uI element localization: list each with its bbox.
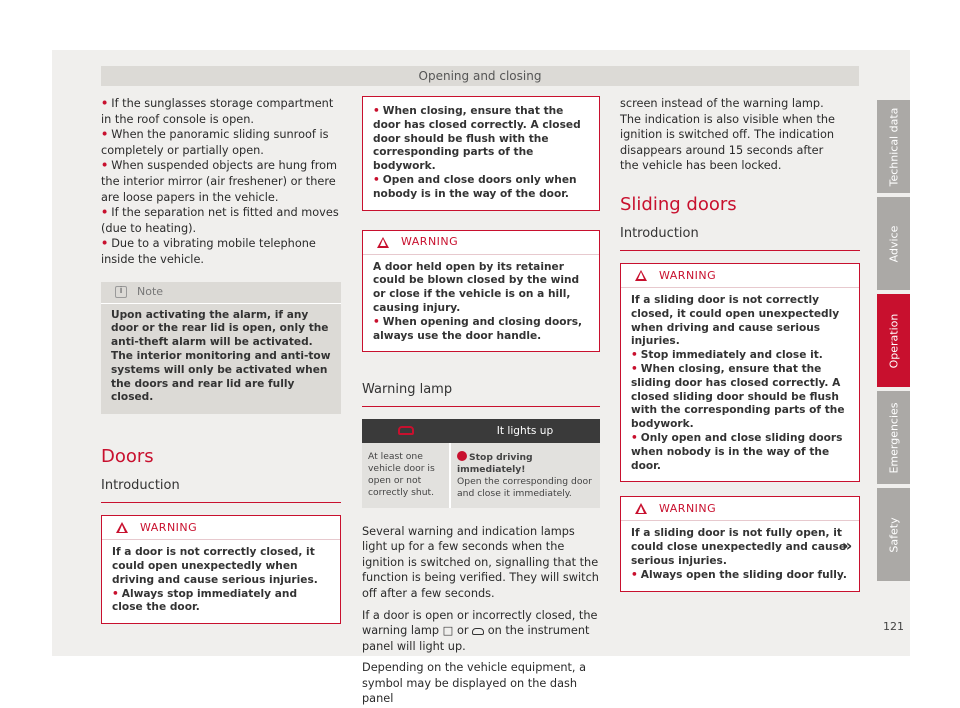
column-2 <box>362 96 600 707</box>
list-item: • When closing, ensure that the door has closed correctly. A closed door should be flush with the corresponding parts of the bodywork. <box>373 105 581 173</box>
section-title-sliding-doors: Sliding doors <box>620 193 737 215</box>
table-row <box>362 443 600 507</box>
warning-intro: If a sliding door is not fully open, it could close unexpectedly and cause serious injuries. <box>631 527 846 567</box>
tab-operation[interactable]: Operation <box>877 294 910 387</box>
list-item: • If the sunglasses storage compartment in the roof console is open. <box>101 97 334 126</box>
bullet-icon: • <box>101 237 109 251</box>
bullet-icon: • <box>101 159 109 173</box>
bullet-icon: • <box>112 587 119 600</box>
bullet-icon: • <box>373 105 380 117</box>
warning-triangle-icon <box>377 237 389 248</box>
bullet-icon: • <box>631 568 638 581</box>
warning-lamp-table <box>362 419 600 507</box>
page-number: 121 <box>883 620 904 633</box>
warning-triangle-icon <box>116 522 128 533</box>
list-item: • Open and close doors only when nobody is in the way of the door. <box>373 173 577 200</box>
info-icon: i <box>115 286 127 298</box>
list-item: • Always stop immediately and close the door. <box>112 587 298 614</box>
door-open-icon <box>472 628 484 635</box>
page-header-title: Opening and closing <box>418 69 542 83</box>
warning-intro: If a door is not correctly closed, it could open unexpectedly when driving and cause serious injuries. <box>112 546 318 586</box>
list-item: • When the panoramic sliding sunroof is completely or partially open. <box>101 128 329 157</box>
warning-intro: A door held open by its retainer could be blown closed by the wind or close if the vehicle is on a hill, causing injury. <box>373 260 580 314</box>
subsection-title: Introduction <box>101 478 341 503</box>
warning-body <box>621 521 859 590</box>
list-item: • When suspended objects are hung from the interior mirror (air freshener) or there are loose papers in the vehicle. <box>101 159 338 204</box>
bullet-icon: • <box>373 173 380 186</box>
table-header-row <box>362 419 600 443</box>
paragraph: If a door is open or incorrectly closed, the warning lamp □ or on the instrument panel will light up. <box>362 608 598 653</box>
warning-title: WARNING <box>401 235 459 249</box>
list-item: • When opening and closing doors, always use the door handle. <box>373 315 583 342</box>
bullet-icon: • <box>101 128 109 142</box>
bullet-icon: • <box>631 349 638 362</box>
subsection-title: Warning lamp <box>362 382 600 407</box>
list-item: • Always open the sliding door fully. <box>631 568 847 581</box>
door-open-icon <box>398 426 414 435</box>
warning-body <box>363 97 599 210</box>
warning-box-continued <box>362 96 600 211</box>
subsection-title: Introduction <box>620 226 860 251</box>
note-header <box>101 282 341 304</box>
warning-title: WARNING <box>140 520 198 534</box>
warning-header <box>102 516 340 540</box>
continue-marker: » <box>842 536 853 555</box>
warning-box <box>620 496 860 591</box>
warning-box <box>362 230 600 353</box>
table-header-icon-cell <box>362 419 450 443</box>
warning-body <box>363 255 599 352</box>
bullet-icon: • <box>373 315 380 328</box>
warning-header <box>363 231 599 255</box>
tab-emergencies[interactable]: Emergencies <box>877 391 910 484</box>
list-item: • Only open and close sliding doors when nobody is in the way of the door. <box>631 431 843 472</box>
warning-title: WARNING <box>659 268 717 282</box>
warning-triangle-icon <box>635 270 647 281</box>
column-3 <box>620 96 860 592</box>
bullet-icon: • <box>101 97 109 110</box>
warning-box <box>101 515 341 624</box>
warning-body <box>621 288 859 481</box>
warning-header <box>621 497 859 521</box>
bullet-icon: • <box>631 362 638 375</box>
tab-safety[interactable]: Safety <box>877 488 910 581</box>
paragraph: screen instead of the warning lamp. The indication is also visible when the ignition is switched off. The indication disappears around 15 seconds after the vehicle has been locked. <box>620 97 835 173</box>
warning-body <box>102 540 340 623</box>
list-item: • If the separation net is fitted and moves (due to heating). <box>101 206 339 235</box>
paragraph: Several warning and indication lamps light up for a few seconds when the ignition is switched on, signalling that the function is being verified. They will switch off after a few seconds. <box>362 524 599 600</box>
warning-box <box>620 263 860 482</box>
warning-triangle-icon <box>635 503 647 514</box>
warning-lamp-icon <box>457 451 467 461</box>
note-body: Upon activating the alarm, if any door or the rear lid is open, only the anti-theft alarm will be activated. The interior monitoring and anti-tow systems will only be activated when the doors and rear lid are fully closed. <box>111 308 331 404</box>
warning-header <box>621 264 859 288</box>
warning-intro: If a sliding door is not correctly closed, it could open unexpectedly when driving and cause serious injuries. <box>631 293 840 348</box>
note-title: Note <box>137 285 164 299</box>
table-cell-action: Stop driving immediately! Open the corresponding door and close it immediately. <box>450 443 600 507</box>
door-lamp-icon: □ <box>442 624 454 638</box>
section-title-doors: Doors <box>101 446 154 468</box>
table-header-cell: It lights up <box>450 419 600 443</box>
tab-advice[interactable]: Advice <box>877 197 910 290</box>
table-cell-condition: At least one vehicle door is open or not correctly shut. <box>362 443 450 507</box>
tab-technical-data[interactable]: Technical data <box>877 100 910 193</box>
list-item: • When closing, ensure that the sliding door has closed correctly. A closed sliding door should be flush with the corresponding parts of the bodywork. <box>631 362 845 431</box>
note-box <box>101 282 341 415</box>
paragraph: Depending on the vehicle equipment, a symbol may be displayed on the dash panel <box>362 661 587 706</box>
warning-title: WARNING <box>659 502 717 516</box>
bullet-icon: • <box>631 431 638 444</box>
list-item: • Stop immediately and close it. <box>631 349 823 362</box>
column-1 <box>101 96 341 624</box>
bullet-icon: • <box>101 206 109 220</box>
list-item: • Due to a vibrating mobile telephone inside the vehicle. <box>101 237 316 266</box>
